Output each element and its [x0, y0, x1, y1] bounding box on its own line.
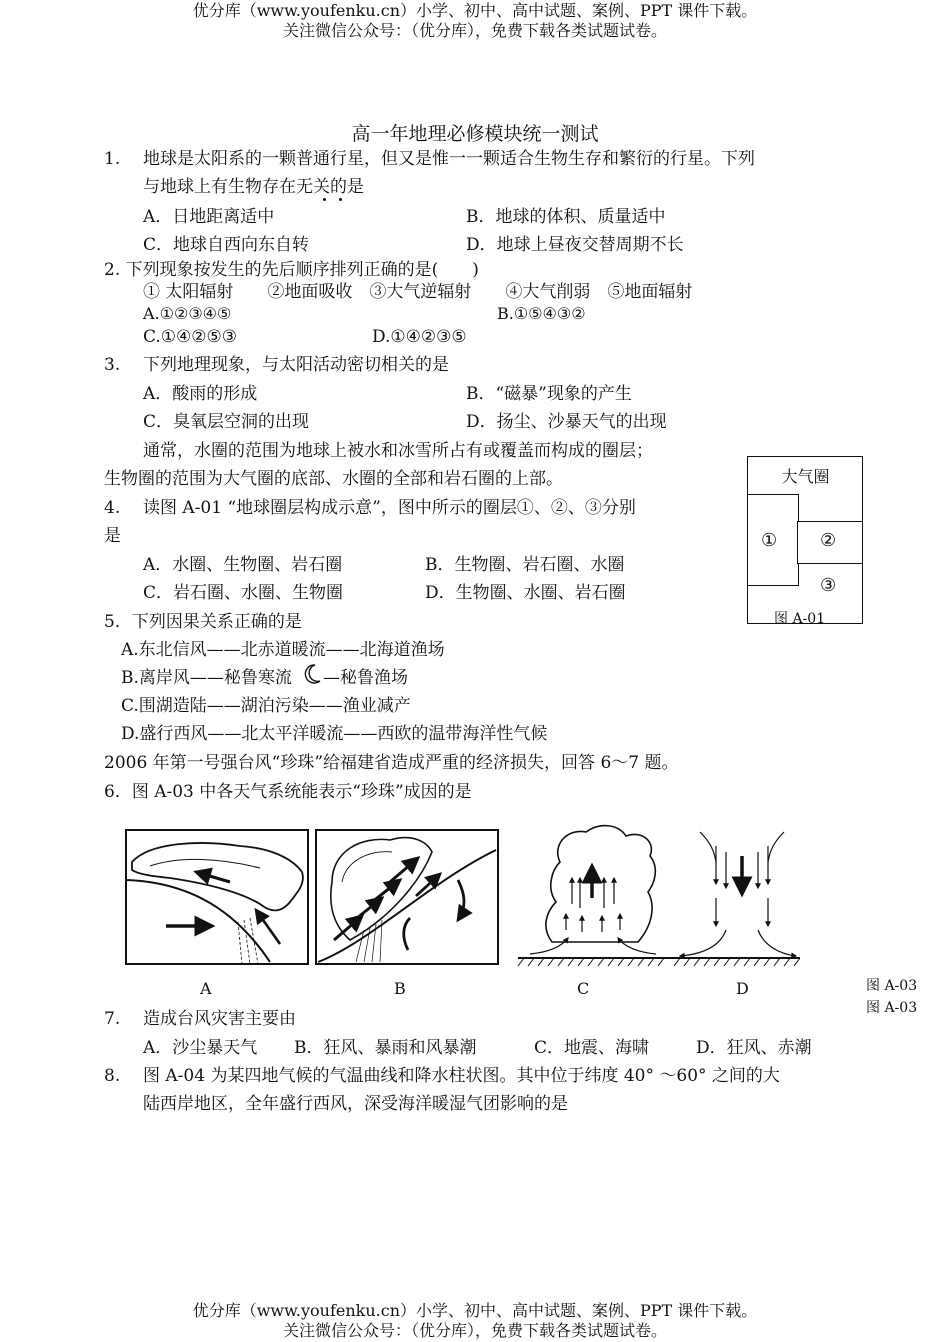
- figure-a03-caption-2: 图 A-03: [866, 1000, 918, 1016]
- q7-number: 7.: [104, 1009, 121, 1029]
- q3-option-a: A．酸雨的形成: [143, 384, 258, 404]
- figure-a01-caption: 图 A-01: [774, 611, 826, 627]
- ground-hatching: [518, 958, 800, 966]
- q3-number: 3.: [104, 355, 121, 375]
- q5-stem: 5．下列因果关系正确的是: [104, 612, 302, 632]
- panel-b-cold-front: [316, 830, 498, 964]
- emphasis-dot: [323, 198, 326, 201]
- q3-stem: 下列地理现象，与太阳活动密切相关的是: [143, 355, 449, 375]
- panel-a-warm-front: [126, 830, 308, 964]
- q6-stem: 6．图 A-03 中各天气系统能表示“珍珠”成因的是: [104, 782, 472, 802]
- passage-line1: 通常，水圈的范围为地球上被水和冰雪所占有或覆盖而构成的圈层；: [143, 441, 653, 461]
- q2-option-a: A.①②③④⑤: [143, 304, 232, 323]
- q7-option-b: B．狂风、暴雨和风暴潮: [294, 1038, 477, 1058]
- q2-option-d: D.①④②③⑤: [372, 327, 467, 347]
- q1-stem-line2: 与地球上有生物存在无关的是: [143, 177, 364, 197]
- q5-option-b-part1: B.离岸风——秘鲁寒流: [121, 668, 292, 688]
- q2-items: ① 太阳辐射 ②地面吸收 ③大气逆辐射 ④大气削弱 ⑤地面辐射: [143, 282, 693, 302]
- emphasis-dot: [339, 198, 342, 201]
- q1-number: 1.: [104, 149, 121, 169]
- q4-stem-line1: 读图 A-01 “地球圈层构成示意”，图中所示的圈层①、②、③分别: [143, 498, 636, 518]
- q8-number: 8.: [104, 1066, 121, 1086]
- q4-number: 4.: [104, 498, 121, 518]
- q2-option-c: C.①④②⑤③: [143, 327, 238, 347]
- figure-a03-caption-1: 图 A-03: [866, 978, 918, 994]
- layer-3-label: ③: [820, 575, 837, 596]
- passage-line2: 生物圈的范围为大气圈的底部、水圈的全部和岩石圈的上部。: [104, 469, 563, 489]
- layer-1-label: ①: [761, 530, 778, 551]
- q2-stem: 2. 下列现象按发生的先后顺序排列正确的是( ): [104, 260, 479, 280]
- q7-option-c: C．地震、海啸: [534, 1038, 650, 1058]
- footer-line-1: 优分库（www.youfenku.cn）小学、初中、高中试题、案例、PPT 课件下载。: [192, 1301, 758, 1320]
- q5-option-d: D.盛行西风——北太平洋暖流——西欧的温带海洋性气候: [121, 724, 548, 744]
- figure-a03-label-c: C: [577, 979, 590, 998]
- q1-stem-line1: 地球是太阳系的一颗普通行星，但又是惟一一颗适合生物生存和繁衍的行星。下列: [143, 149, 755, 169]
- q5-option-c: C.围湖造陆——湖泊污染——渔业减产: [121, 696, 411, 716]
- figure-a03-label-a: A: [200, 979, 212, 998]
- q4-option-d: D．生物圈、水圈、岩石圈: [425, 583, 626, 603]
- q4-option-a: A．水圈、生物圈、岩石圈: [143, 555, 343, 575]
- q1-option-d: D．地球上昼夜交替周期不长: [466, 235, 684, 255]
- panel-d-high-pressure: [672, 832, 800, 958]
- q3-option-c: C．臭氧层空洞的出现: [143, 412, 310, 432]
- q2-option-b: B.①⑤④③②: [497, 304, 586, 323]
- q8-stem-line2: 陆西岸地区，全年盛行西风，深受海洋暖湿气团影响的是: [143, 1094, 568, 1114]
- q5-option-a: A.东北信风——北赤道暖流——北海道渔场: [121, 640, 445, 660]
- crescent-moon-icon: [301, 662, 323, 686]
- q3-option-d: D．扬尘、沙暴天气的出现: [466, 412, 667, 432]
- q1-option-b: B．地球的体积、质量适中: [466, 207, 666, 227]
- page-title: 高一年地理必修模块统一测试: [351, 123, 599, 145]
- panel-c-low-pressure: [518, 826, 672, 958]
- q7-option-a: A．沙尘暴天气: [143, 1038, 258, 1058]
- q7-option-d: D．狂风、赤潮: [696, 1038, 812, 1058]
- q4-option-c: C．岩石圈、水圈、生物圈: [143, 583, 344, 603]
- q1-option-a: A．日地距离适中: [143, 207, 275, 227]
- atmosphere-label: 大气圈: [781, 467, 830, 486]
- q6-7-intro: 2006 年第一号强台风“珍珠”给福建省造成严重的经济损失，回答 6～7 题。: [104, 753, 679, 773]
- layer-2-label: ②: [820, 530, 837, 551]
- q4-stem-line2: 是: [104, 526, 121, 546]
- figure-a03-label-b: B: [394, 979, 406, 998]
- header-line-2: 关注微信公众号：（优分库），免费下载各类试题试卷。: [282, 21, 667, 40]
- q1-option-c: C．地球自西向东自转: [143, 235, 310, 255]
- q4-option-b: B．生物圈、岩石圈、水圈: [425, 555, 625, 575]
- figure-a03: [120, 822, 800, 972]
- header-line-1: 优分库（www.youfenku.cn）小学、初中、高中试题、案例、PPT 课件下载。: [192, 1, 758, 20]
- figure-a03-label-d: D: [736, 979, 749, 998]
- footer-line-2: 关注微信公众号：（优分库），免费下载各类试题试卷。: [282, 1321, 667, 1340]
- q7-stem: 造成台风灾害主要由: [143, 1009, 296, 1029]
- q5-option-b-part2: —秘鲁渔场: [323, 668, 408, 688]
- q8-stem-line1: 图 A-04 为某四地气候的气温曲线和降水柱状图。其中位于纬度 40° ～60° 之间的大: [143, 1066, 780, 1086]
- q3-option-b: B．“磁暴”现象的产生: [466, 384, 632, 404]
